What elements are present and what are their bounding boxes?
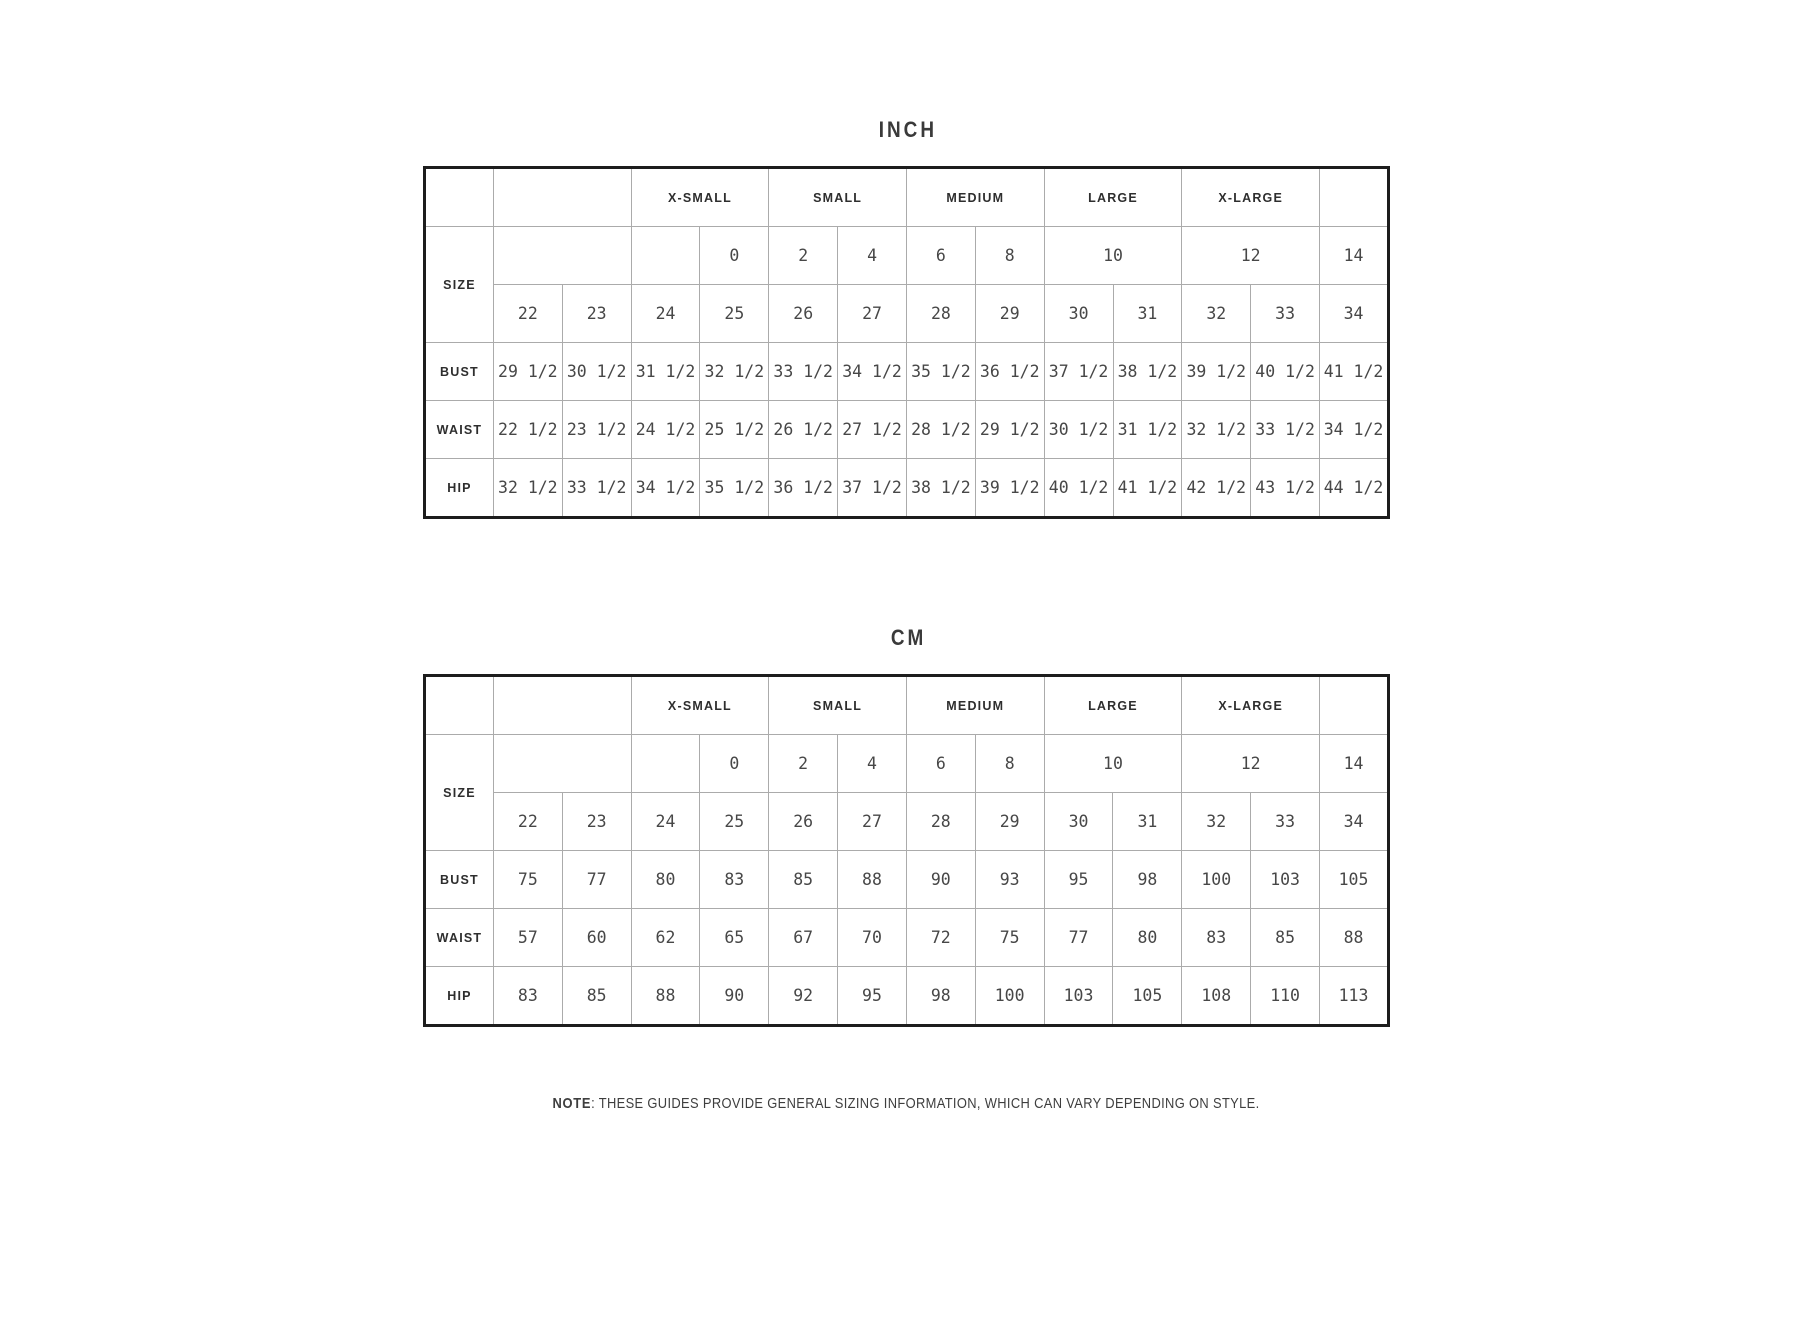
size-group-header: LARGE — [1044, 676, 1182, 735]
measurement-cell: 31 1/2 — [631, 343, 700, 401]
size-number-cell: 34 — [1320, 285, 1389, 343]
measurement-cell: 38 1/2 — [906, 459, 975, 518]
measurement-cell: 41 1/2 — [1113, 459, 1182, 518]
size-number-cell: 30 — [1044, 285, 1113, 343]
measurement-cell: 36 1/2 — [769, 459, 838, 518]
measurement-cell: 80 — [1113, 909, 1182, 967]
measurement-cell: 41 1/2 — [1320, 343, 1389, 401]
measurement-cell: 29 1/2 — [975, 401, 1044, 459]
cm-table-title — [423, 626, 1390, 650]
empty-size-cell — [493, 227, 631, 285]
measurement-cell: 93 — [975, 851, 1044, 909]
cm-table-title-text: CM — [890, 625, 926, 650]
size-number-cell: 27 — [838, 793, 907, 851]
numeric-size-cell: 12 — [1182, 227, 1320, 285]
measurement-cell: 40 1/2 — [1251, 343, 1320, 401]
measurement-row-label: HIP — [425, 459, 494, 518]
measurement-cell: 103 — [1251, 851, 1320, 909]
measurement-row-label: HIP — [425, 967, 494, 1026]
numeric-size-cell: 14 — [1320, 735, 1389, 793]
numeric-size-cell: 10 — [1044, 227, 1182, 285]
measurement-cell: 32 1/2 — [1182, 401, 1251, 459]
measurement-cell: 95 — [1044, 851, 1113, 909]
cm-size-section — [423, 626, 1390, 1027]
measurement-cell: 30 1/2 — [1044, 401, 1113, 459]
inch-size-section — [423, 118, 1390, 519]
measurement-cell: 26 1/2 — [769, 401, 838, 459]
measurement-cell: 27 1/2 — [838, 401, 907, 459]
size-group-header: MEDIUM — [906, 676, 1044, 735]
numeric-size-cell: 0 — [700, 227, 769, 285]
measurement-cell: 37 1/2 — [838, 459, 907, 518]
measurement-cell: 33 1/2 — [562, 459, 631, 518]
measurement-cell: 100 — [975, 967, 1044, 1026]
measurement-cell: 88 — [631, 967, 700, 1026]
size-row-label: SIZE — [425, 227, 494, 343]
measurement-cell: 38 1/2 — [1113, 343, 1182, 401]
measurement-cell: 57 — [493, 909, 562, 967]
numeric-size-cell: 2 — [769, 735, 838, 793]
size-number-cell: 23 — [562, 793, 631, 851]
size-number-cell: 25 — [700, 285, 769, 343]
inch-table-title-text: INCH — [879, 117, 938, 142]
measurement-row-label: WAIST — [425, 401, 494, 459]
measurement-cell: 28 1/2 — [906, 401, 975, 459]
measurement-cell: 43 1/2 — [1251, 459, 1320, 518]
size-number-cell: 25 — [700, 793, 769, 851]
measurement-cell: 37 1/2 — [1044, 343, 1113, 401]
measurement-cell: 75 — [493, 851, 562, 909]
empty-group-header — [1320, 168, 1389, 227]
measurement-cell: 33 1/2 — [1251, 401, 1320, 459]
measurement-cell: 29 1/2 — [493, 343, 562, 401]
measurement-cell: 88 — [1320, 909, 1389, 967]
size-number-cell: 24 — [631, 285, 700, 343]
measurement-cell: 32 1/2 — [493, 459, 562, 518]
measurement-cell: 77 — [1044, 909, 1113, 967]
measurement-cell: 90 — [906, 851, 975, 909]
sizing-note-body: : THESE GUIDES PROVIDE GENERAL SIZING INFORMATION, WHICH CAN VARY DEPENDING ON STYLE. — [591, 1095, 1260, 1112]
size-number-cell: 24 — [631, 793, 700, 851]
measurement-cell: 33 1/2 — [769, 343, 838, 401]
empty-size-cell — [631, 735, 700, 793]
measurement-cell: 35 1/2 — [906, 343, 975, 401]
measurement-cell: 34 1/2 — [1320, 401, 1389, 459]
sizing-note — [423, 1095, 1390, 1113]
measurement-cell: 70 — [838, 909, 907, 967]
size-number-cell: 26 — [769, 793, 838, 851]
measurement-cell: 92 — [769, 967, 838, 1026]
numeric-size-cell: 4 — [838, 735, 907, 793]
size-group-header: X-SMALL — [631, 168, 769, 227]
size-number-cell: 29 — [975, 285, 1044, 343]
measurement-cell: 77 — [562, 851, 631, 909]
measurement-cell: 22 1/2 — [493, 401, 562, 459]
numeric-size-cell: 2 — [769, 227, 838, 285]
numeric-size-cell: 6 — [906, 227, 975, 285]
size-number-cell: 31 — [1113, 285, 1182, 343]
measurement-cell: 34 1/2 — [631, 459, 700, 518]
measurement-cell: 44 1/2 — [1320, 459, 1389, 518]
empty-group-header — [1320, 676, 1389, 735]
size-group-header: X-SMALL — [631, 676, 769, 735]
measurement-cell: 67 — [769, 909, 838, 967]
size-number-cell: 30 — [1044, 793, 1113, 851]
corner-cell — [425, 676, 494, 735]
measurement-row-label: BUST — [425, 851, 494, 909]
measurement-row-label: WAIST — [425, 909, 494, 967]
numeric-size-cell: 6 — [906, 735, 975, 793]
empty-group-header — [493, 168, 631, 227]
measurement-cell: 39 1/2 — [1182, 343, 1251, 401]
measurement-cell: 90 — [700, 967, 769, 1026]
measurement-cell: 80 — [631, 851, 700, 909]
size-number-cell: 33 — [1251, 285, 1320, 343]
measurement-cell: 83 — [700, 851, 769, 909]
size-number-cell: 23 — [562, 285, 631, 343]
measurement-cell: 113 — [1320, 967, 1389, 1026]
sizing-note-label: NOTE — [553, 1095, 592, 1112]
size-group-header: LARGE — [1044, 168, 1182, 227]
measurement-cell: 98 — [1113, 851, 1182, 909]
measurement-cell: 95 — [838, 967, 907, 1026]
sizing-note-text — [553, 1095, 1260, 1113]
size-guide-page — [423, 118, 1390, 1113]
size-number-cell: 32 — [1182, 285, 1251, 343]
empty-size-cell — [631, 227, 700, 285]
numeric-size-cell: 4 — [838, 227, 907, 285]
inch-table-title — [423, 118, 1390, 142]
measurement-cell: 88 — [838, 851, 907, 909]
measurement-cell: 75 — [975, 909, 1044, 967]
size-group-header: SMALL — [769, 168, 907, 227]
measurement-cell: 23 1/2 — [562, 401, 631, 459]
size-number-cell: 34 — [1320, 793, 1389, 851]
measurement-cell: 85 — [769, 851, 838, 909]
measurement-cell: 39 1/2 — [975, 459, 1044, 518]
measurement-cell: 40 1/2 — [1044, 459, 1113, 518]
measurement-cell: 60 — [562, 909, 631, 967]
numeric-size-cell: 14 — [1320, 227, 1389, 285]
measurement-cell: 65 — [700, 909, 769, 967]
measurement-cell: 72 — [906, 909, 975, 967]
measurement-cell: 32 1/2 — [700, 343, 769, 401]
measurement-cell: 62 — [631, 909, 700, 967]
size-number-cell: 29 — [975, 793, 1044, 851]
size-number-cell: 32 — [1182, 793, 1251, 851]
empty-size-cell — [493, 735, 631, 793]
cm-size-table — [423, 674, 1390, 1027]
size-group-header: X-LARGE — [1182, 676, 1320, 735]
measurement-cell: 35 1/2 — [700, 459, 769, 518]
measurement-cell: 108 — [1182, 967, 1251, 1026]
size-number-cell: 27 — [838, 285, 907, 343]
measurement-cell: 103 — [1044, 967, 1113, 1026]
size-group-header: X-LARGE — [1182, 168, 1320, 227]
measurement-cell: 31 1/2 — [1113, 401, 1182, 459]
numeric-size-cell: 8 — [975, 735, 1044, 793]
measurement-cell: 34 1/2 — [838, 343, 907, 401]
corner-cell — [425, 168, 494, 227]
measurement-cell: 24 1/2 — [631, 401, 700, 459]
size-number-cell: 22 — [493, 285, 562, 343]
size-number-cell: 28 — [906, 793, 975, 851]
numeric-size-cell: 10 — [1044, 735, 1182, 793]
size-number-cell: 28 — [906, 285, 975, 343]
size-group-header: SMALL — [769, 676, 907, 735]
measurement-cell: 105 — [1320, 851, 1389, 909]
measurement-cell: 83 — [493, 967, 562, 1026]
size-number-cell: 31 — [1113, 793, 1182, 851]
measurement-cell: 85 — [1251, 909, 1320, 967]
empty-group-header — [493, 676, 631, 735]
measurement-cell: 110 — [1251, 967, 1320, 1026]
measurement-cell: 100 — [1182, 851, 1251, 909]
measurement-cell: 98 — [906, 967, 975, 1026]
measurement-cell: 30 1/2 — [562, 343, 631, 401]
numeric-size-cell: 0 — [700, 735, 769, 793]
size-group-header: MEDIUM — [906, 168, 1044, 227]
measurement-cell: 85 — [562, 967, 631, 1026]
measurement-cell: 105 — [1113, 967, 1182, 1026]
measurement-cell: 36 1/2 — [975, 343, 1044, 401]
measurement-row-label: BUST — [425, 343, 494, 401]
size-row-label: SIZE — [425, 735, 494, 851]
numeric-size-cell: 8 — [975, 227, 1044, 285]
measurement-cell: 42 1/2 — [1182, 459, 1251, 518]
numeric-size-cell: 12 — [1182, 735, 1320, 793]
size-number-cell: 33 — [1251, 793, 1320, 851]
size-number-cell: 26 — [769, 285, 838, 343]
inch-size-table — [423, 166, 1390, 519]
measurement-cell: 83 — [1182, 909, 1251, 967]
size-number-cell: 22 — [493, 793, 562, 851]
measurement-cell: 25 1/2 — [700, 401, 769, 459]
